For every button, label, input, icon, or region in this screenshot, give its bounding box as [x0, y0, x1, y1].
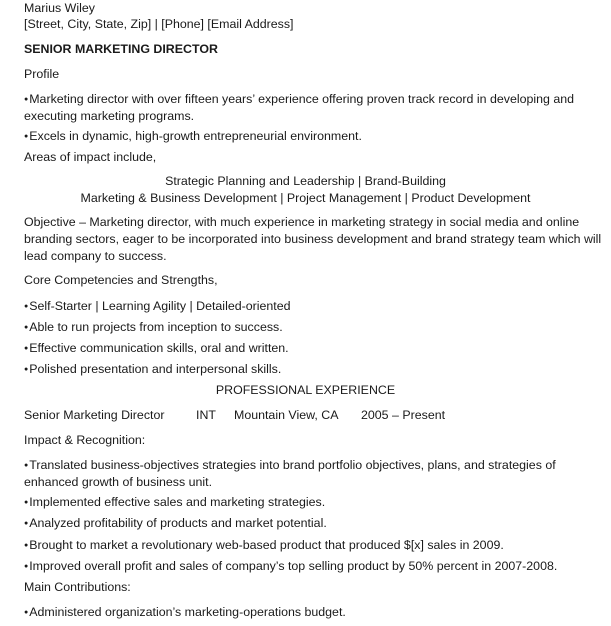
competency-bullet: ● Able to run projects from inception to success. [24, 319, 283, 336]
competency-bullet: ● Effective communication skills, oral and written. [24, 340, 289, 357]
competency-bullet: ● Polished presentation and interpersonal skills. [24, 361, 281, 378]
job-location: Mountain View, CA [234, 408, 339, 422]
contact-info: [Street, City, State, Zip] | [Phone] [Email Address] [24, 17, 294, 31]
impact-bullet: ● Improved overall profit and sales of company’s top selling product by 50% percent in 2007-2008. [24, 558, 557, 575]
job-company: INT [196, 408, 216, 422]
competency-bullet: ● Self-Starter | Learning Agility | Detailed-oriented [24, 298, 291, 315]
impact-bullet: ● Brought to market a revolutionary web-based product that produced $[x] sales in 2009. [24, 537, 504, 554]
profile-bullet: ● Marketing director with over fifteen years’ experience offering proven track record in developing and executing marketing programs. [24, 91, 604, 125]
job-title: Senior Marketing Director [24, 408, 165, 422]
job-dates: 2005 – Present [361, 408, 446, 422]
job-entry [24, 407, 445, 424]
areas-heading: Areas of impact include, [24, 150, 157, 164]
competencies-heading: Core Competencies and Strengths, [24, 273, 218, 287]
profile-heading: Profile [24, 67, 60, 81]
experience-heading: PROFESSIONAL EXPERIENCE [215, 383, 396, 397]
impact-bullet: ● Analyzed profitability of products and market potential. [24, 515, 327, 532]
areas-line: Marketing & Business Development | Project Management | Product Development [80, 191, 531, 205]
impact-bullet: ● Translated business-objectives strategies into brand portfolio objectives, plans, and strategies of enhanced growth of business unit. [24, 457, 604, 491]
contribution-bullet: ● Administered organization’s marketing-operations budget. [24, 604, 346, 621]
job-title-heading: SENIOR MARKETING DIRECTOR [24, 42, 218, 56]
impact-bullet: ● Implemented effective sales and marketing strategies. [24, 494, 325, 511]
objective-paragraph: Objective – Marketing director, with much experience in marketing strategy in social media and online branding sectors, eager to be incorporated into business development and brand strategy team which will lead company to success. [24, 215, 602, 263]
areas-line: Strategic Planning and Leadership | Brand-Building [165, 174, 446, 188]
impact-heading: Impact & Recognition: [24, 433, 146, 447]
profile-bullet: ● Excels in dynamic, high-growth entrepreneurial environment. [24, 128, 362, 145]
candidate-name: Marius Wiley [24, 1, 95, 15]
contributions-heading: Main Contributions: [24, 580, 131, 594]
